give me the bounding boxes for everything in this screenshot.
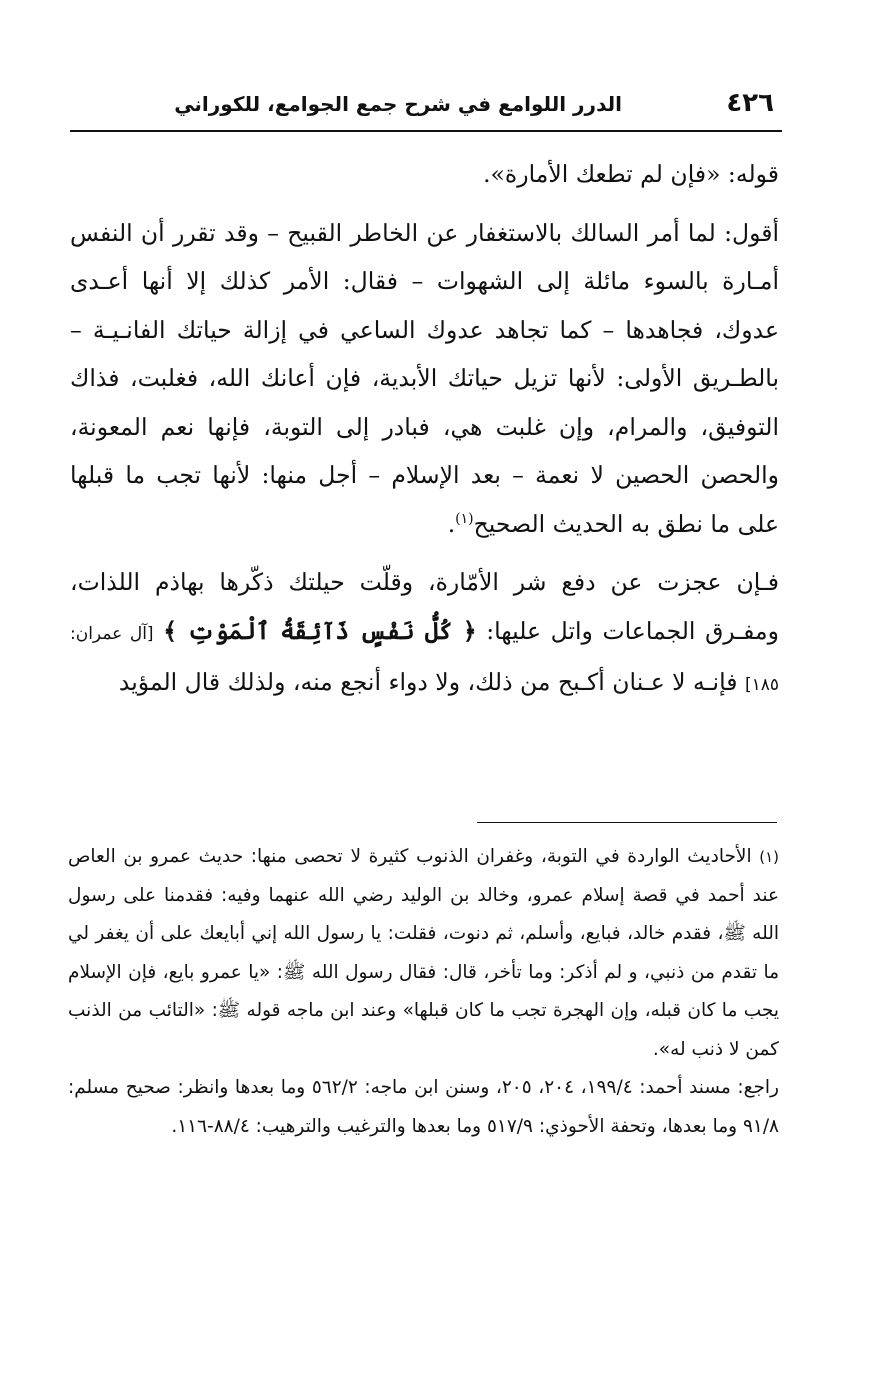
page-header — [70, 88, 782, 132]
paragraph-1-text: أقول: لما أمر السالك بالاستغفار عن الخاطر القبيح – وقد تقرر أن النفس أمـارة بالسوء مائلة إلى الشهوات – فقال: الأمر كذلك إلا أنها أعـدى عدوك، فجاهدها – كما تجاهد عدوك الساعي في إزالة حياتك الفانـيـة – بالطـريق الأولى: لأنها تزيل حياتك الأبدية، فإن أعانك الله، فغلبت، فذاك التوفيق، والمرام، وإن غلبت هي، فبادر إلى التوبة، فإنها نعم المعونة، والحصن الحصين لا نعمة – بعد الإسلام – أجل منها: لأنها تجب ما قبلها على ما نطق به الحديث الصحيح — [70, 218, 779, 538]
footnote-1 — [68, 838, 779, 1069]
footnote-1-text: الأحاديث الواردة في التوبة، وغفران الذنوب كثيرة لا تحصى منها: حديث عمرو بن العاص عند أحمد في قصة إسلام عمرو، وخالد بن الوليد رضي الله عنهما وفيه: فقدمنا على رسول الله ﷺ، فقدم خالد، فبايع، وأسلم، ثم دنوت، فقلت: يا رسول الله إني أبايعك على أن يغفر لي ما تقدم من ذنبي، و لم أذكر: وما تأخر، قال: فقال رسول الله ﷺ: «يا عمرو بايع، فإن الإسلام يجب ما كان قبله، وإن الهجرة تجب ما كان قبلها» وعند ابن ماجه قوله ﷺ: «التائب من الذنب كمن لا ذنب له». — [68, 846, 779, 1060]
footnote-number: (١) — [759, 848, 779, 866]
main-text — [70, 150, 779, 710]
page-number: ٤٢٦ — [726, 88, 774, 118]
quran-reference: [آل عمران: ١٨٥] — [70, 623, 779, 695]
paragraph-1 — [70, 209, 779, 549]
paragraph-2-start: فـإن عجزت عن دفع شر الأمّارة، وقلّت حيلتك ذكّرها بهاذم اللذات، ومفـرق الجماعات واتل عليها: — [70, 568, 779, 645]
paragraph-2 — [70, 558, 779, 710]
paragraph-2-end: فإنـه لا عـنان أكـبح من ذلك، ولا دواء أنجع منه، ولذلك قال المؤيد — [118, 668, 745, 696]
footnote-references: راجع: مسند أحمد: ١٩٩/٤، ٢٠٤، ٢٠٥، وسنن ابن ماجه: ٥٦٢/٢ وما بعدها وانظر: صحيح مسلم: ٩١/٨ وما بعدها، وتحفة الأحوذي: ٥١٧/٩ وما بعدها والترغيب والترهيب: ٨٨/٤-١١٦. — [68, 1077, 779, 1137]
footnote-marker: (١) — [455, 510, 474, 527]
paragraph-1-end: . — [447, 509, 456, 538]
heading-quote: قوله: «فإن لم تطعك الأمارة». — [483, 160, 779, 188]
quran-verse: ﴿ كُلُّ نَفْسٍ ذَآئِقَةُ ٱلْمَوْتِ ﴾ — [163, 616, 477, 645]
footnotes — [68, 838, 779, 1146]
running-title: الدرر اللوامع في شرح جمع الجوامع، للكوراني — [174, 92, 622, 116]
footnote-separator — [477, 822, 777, 823]
